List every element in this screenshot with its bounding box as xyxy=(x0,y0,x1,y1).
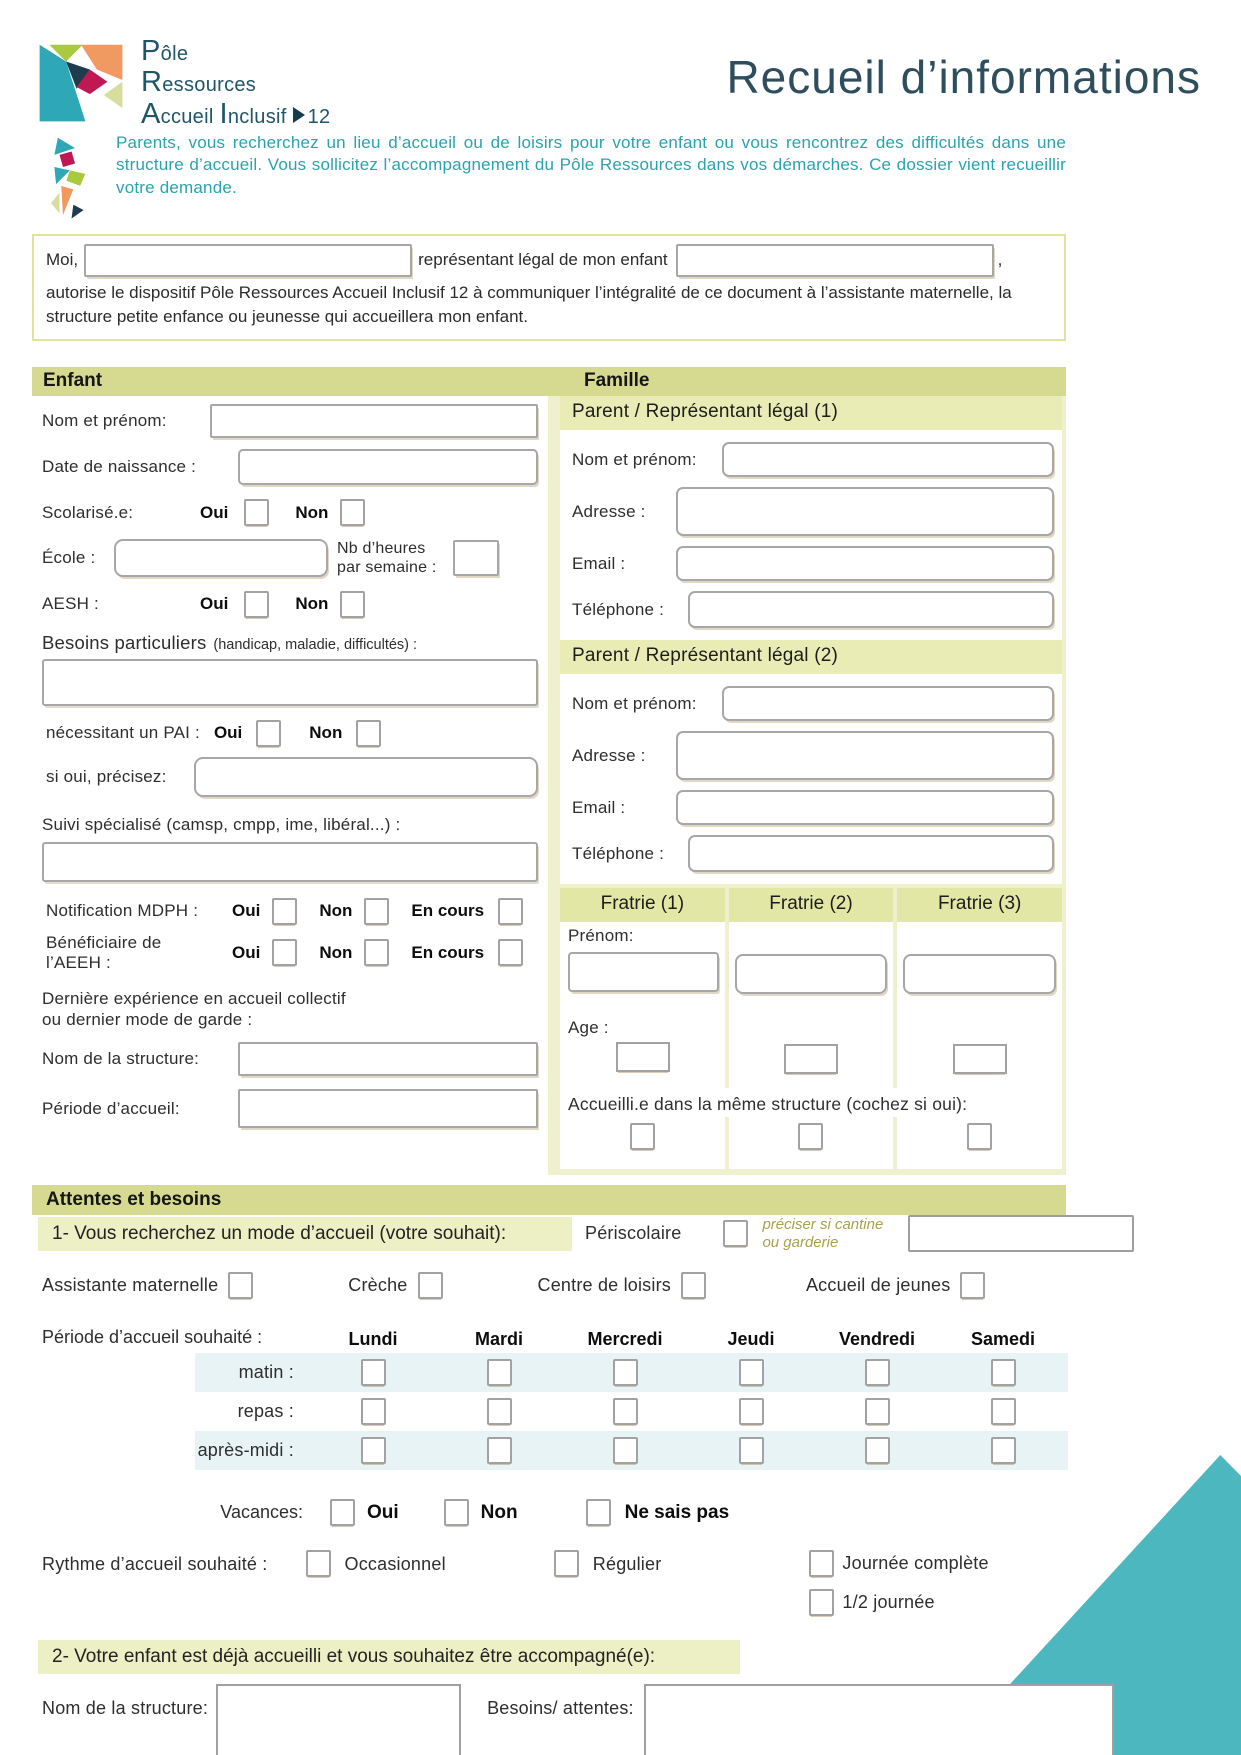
si-oui-label: si oui, précisez: xyxy=(46,766,167,786)
apresmidi-lundi-checkbox[interactable] xyxy=(361,1437,386,1464)
scolarise-non-checkbox[interactable] xyxy=(340,499,365,526)
brand-line2: essources xyxy=(162,74,257,97)
q1-band: 1- Vous recherchez un mode d’accueil (votre souhait): xyxy=(38,1217,572,1251)
matin-row xyxy=(195,1353,1068,1392)
enfant-periode-label: Période d’accueil: xyxy=(42,1098,180,1118)
scolarise-oui-label: Oui xyxy=(200,502,229,522)
parent2-nom-label: Nom et prénom: xyxy=(572,693,697,713)
repas-samedi-checkbox[interactable] xyxy=(991,1398,1016,1425)
suivi-label: Suivi spécialisé (camsp, cmpp, ime, libéral...) : xyxy=(42,814,401,834)
bottom-besoins-textarea[interactable] xyxy=(644,1684,1114,1755)
consent-box xyxy=(32,234,1066,341)
apres-midi-row xyxy=(195,1431,1068,1470)
apresmidi-mercredi-checkbox[interactable] xyxy=(613,1437,638,1464)
bottom-structure-textarea[interactable] xyxy=(216,1684,461,1755)
parent1-nom-input[interactable] xyxy=(722,442,1054,477)
parent2-adresse-label: Adresse : xyxy=(572,745,646,765)
fratrie-grid xyxy=(560,922,1062,1169)
matin-samedi-checkbox[interactable] xyxy=(991,1359,1016,1386)
fratrie1-age-input[interactable] xyxy=(616,1042,670,1072)
brand-line3b: nclusif xyxy=(227,105,287,128)
enfant-naissance-input[interactable] xyxy=(238,449,538,485)
day-mardi: Mardi xyxy=(474,1328,523,1349)
periscolaire-note: préciser si cantine ou garderie xyxy=(762,1216,884,1251)
enfant-nom-input[interactable] xyxy=(210,404,538,438)
fratrie1-header: Fratrie (1) xyxy=(560,888,725,922)
fratrie2-prenom-input[interactable] xyxy=(735,954,888,994)
repas-row xyxy=(195,1392,1068,1431)
brand-line3-initial2: I xyxy=(219,97,228,130)
matin-mardi-checkbox[interactable] xyxy=(487,1359,512,1386)
parent1-section xyxy=(560,430,1062,640)
aesh-label: AESH : xyxy=(42,594,99,614)
mode-creche-label: Crèche xyxy=(348,1275,408,1296)
mode-creche-checkbox[interactable] xyxy=(418,1272,443,1299)
enfant-structure-label: Nom de la structure: xyxy=(42,1049,200,1069)
vacances-row xyxy=(195,1499,1241,1526)
famille-column xyxy=(548,396,1066,1175)
bottom-besoins-label: Besoins/ attentes: xyxy=(487,1698,634,1719)
q2-band: 2- Votre enfant est déjà accueilli et vous souhaitez être accompagné(e): xyxy=(38,1640,740,1674)
parent-name-input[interactable] xyxy=(84,244,412,277)
fratrie2-age-cell xyxy=(729,1010,894,1088)
aeeh-oui-label: Oui xyxy=(232,942,261,962)
vacances-nesaispas-label: Ne sais pas xyxy=(624,1501,730,1523)
day-header-row xyxy=(195,1325,1068,1353)
fratrie3-age-input[interactable] xyxy=(953,1044,1007,1074)
apres-midi-label: après-midi : xyxy=(197,1440,294,1461)
parent2-adresse-input[interactable] xyxy=(676,731,1054,780)
vacances-non-checkbox[interactable] xyxy=(444,1499,469,1526)
day-jeudi: Jeudi xyxy=(727,1328,775,1349)
fratrie2-age-input[interactable] xyxy=(784,1044,838,1074)
mode-loisirs-checkbox[interactable] xyxy=(681,1272,706,1299)
aeeh-oui-checkbox[interactable] xyxy=(272,939,297,966)
fratrie3-age-cell xyxy=(897,1010,1062,1088)
rythme-journee-label: Journée complète xyxy=(842,1553,989,1574)
enfant-structure-input[interactable] xyxy=(238,1042,538,1076)
mode-assistante-checkbox[interactable] xyxy=(228,1272,253,1299)
mdph-non-label: Non xyxy=(319,901,353,921)
pole-ressources-logo-icon xyxy=(37,36,125,124)
repas-vendredi-checkbox[interactable] xyxy=(865,1398,890,1425)
bottom-row xyxy=(42,1684,1241,1755)
scolarise-label: Scolarisé.e: xyxy=(42,502,134,522)
day-vendredi: Vendredi xyxy=(838,1328,916,1349)
matin-lundi-checkbox[interactable] xyxy=(361,1359,386,1386)
vacances-nesaispas-checkbox[interactable] xyxy=(586,1499,611,1526)
fratrie2-header: Fratrie (2) xyxy=(729,888,894,922)
brand-number: 12 xyxy=(307,105,331,128)
besoins-note: (handicap, maladie, difficultés) : xyxy=(213,636,418,653)
parent2-nom-input[interactable] xyxy=(722,686,1054,721)
day-mercredi: Mercredi xyxy=(587,1328,663,1349)
suivi-textarea[interactable] xyxy=(42,842,538,882)
apresmidi-jeudi-checkbox[interactable] xyxy=(739,1437,764,1464)
mode-loisirs-label: Centre de loisirs xyxy=(537,1275,671,1296)
repas-lundi-checkbox[interactable] xyxy=(361,1398,386,1425)
enfant-naissance-label: Date de naissance : xyxy=(42,457,197,477)
brand-wordmark xyxy=(141,36,330,130)
vacances-oui-label: Oui xyxy=(367,1501,399,1523)
fratrie1-meme-cell xyxy=(560,1117,725,1169)
famille-header: Famille xyxy=(584,370,650,392)
scolarise-oui-checkbox[interactable] xyxy=(244,499,269,526)
repas-jeudi-checkbox[interactable] xyxy=(739,1398,764,1425)
pai-non-checkbox[interactable] xyxy=(356,720,381,747)
fratrie1-prenom-cell xyxy=(560,922,725,1010)
brand-line3-initial: A xyxy=(141,97,161,130)
parent1-tel-label: Téléphone : xyxy=(572,599,664,619)
day-samedi: Samedi xyxy=(970,1328,1036,1349)
parent2-section xyxy=(560,674,1062,884)
fratrie-prenom-label: Prénom: xyxy=(568,926,634,946)
matin-label: matin : xyxy=(238,1362,294,1383)
matin-mercredi-checkbox[interactable] xyxy=(613,1359,638,1386)
aesh-oui-label: Oui xyxy=(200,594,229,614)
enfant-header: Enfant xyxy=(43,370,103,392)
aeeh-encours-checkbox[interactable] xyxy=(498,939,523,966)
consent-comma: , xyxy=(997,250,1003,270)
pai-label: nécessitant un PAI : xyxy=(46,723,200,743)
rythme-label: Rythme d’accueil souhaité : xyxy=(42,1554,268,1575)
apresmidi-samedi-checkbox[interactable] xyxy=(991,1437,1016,1464)
fratrie3-header: Fratrie (3) xyxy=(897,888,1062,922)
mdph-label: Notification MDPH : xyxy=(46,901,199,921)
header xyxy=(37,36,1201,130)
aesh-non-label: Non xyxy=(295,594,329,614)
parent2-email-input[interactable] xyxy=(676,790,1054,825)
mdph-encours-label: En cours xyxy=(411,901,485,921)
vacances-non-label: Non xyxy=(480,1501,518,1523)
rythme-row xyxy=(42,1550,1241,1616)
fratrie3-meme-checkbox[interactable] xyxy=(967,1123,992,1150)
mode-assistante-label: Assistante maternelle xyxy=(42,1275,219,1296)
parent1-tel-input[interactable] xyxy=(688,591,1054,628)
parent1-header: Parent / Représentant légal (1) xyxy=(560,396,1062,430)
parent2-tel-label: Téléphone : xyxy=(572,843,664,863)
aeeh-non-checkbox[interactable] xyxy=(364,939,389,966)
brand-line1-initial: P xyxy=(141,35,161,67)
apresmidi-mardi-checkbox[interactable] xyxy=(487,1437,512,1464)
brand-line3: ccueil xyxy=(160,105,214,128)
mdph-oui-checkbox[interactable] xyxy=(272,898,297,925)
rythme-demi-journee-label: 1/2 journée xyxy=(842,1592,935,1613)
pai-oui-checkbox[interactable] xyxy=(256,720,281,747)
fratrie3-prenom-input[interactable] xyxy=(903,954,1056,994)
rythme-regulier-label: Régulier xyxy=(592,1554,662,1575)
rythme-journee-checkbox[interactable] xyxy=(809,1550,834,1577)
rythme-occasionnel-label: Occasionnel xyxy=(344,1554,446,1575)
parent1-email-label: Email : xyxy=(572,553,626,573)
periscolaire-precision-input[interactable] xyxy=(908,1215,1134,1252)
bottom-structure-label: Nom de la structure: xyxy=(42,1698,209,1719)
matin-vendredi-checkbox[interactable] xyxy=(865,1359,890,1386)
intro xyxy=(46,132,1201,222)
rythme-occasionnel-checkbox[interactable] xyxy=(306,1550,331,1577)
mdph-oui-label: Oui xyxy=(232,901,261,921)
derniere-experience-label: Dernière expérience en accueil collectif ou dernier mode de garde : xyxy=(42,989,346,1029)
aesh-non-checkbox[interactable] xyxy=(340,591,365,618)
periode-souhaite-table xyxy=(0,1325,1241,1473)
matin-jeudi-checkbox[interactable] xyxy=(739,1359,764,1386)
nb-heures-label: Nb d’heures par semaine : xyxy=(337,540,437,577)
parent1-email-input[interactable] xyxy=(676,546,1054,581)
besoins-label: Besoins particuliers xyxy=(42,631,207,653)
consent-middle-label: représentant légal de mon enfant xyxy=(418,250,668,270)
intro-text: Parents, vous recherchez un lieu d’accueil ou de loisirs pour votre enfant ou vous rencontrez des difficultés dans une structure d’accueil. Vous sollicitez l’accompagnement du Pôle Ressources dans vos démarches. Ce dossier vient recueillir votre demande. xyxy=(116,132,1066,197)
fratrie2-meme-cell xyxy=(729,1117,894,1169)
meme-structure-label: Accueilli.e dans la même structure (cochez si oui): xyxy=(560,1088,1062,1117)
modes-row xyxy=(42,1272,1241,1299)
section-band xyxy=(32,367,1066,396)
parent2-email-label: Email : xyxy=(572,797,626,817)
ecole-input[interactable] xyxy=(114,539,328,577)
repas-label: repas : xyxy=(237,1401,294,1422)
day-lundi: Lundi xyxy=(348,1328,398,1349)
enfant-column xyxy=(32,396,538,1175)
attentes-header: Attentes et besoins xyxy=(32,1185,1066,1215)
enfant-nom-label: Nom et prénom: xyxy=(42,411,167,431)
enfant-periode-input[interactable] xyxy=(238,1089,538,1128)
fratrie3-meme-cell xyxy=(897,1117,1062,1169)
nb-heures-input[interactable] xyxy=(453,540,499,576)
aeeh-encours-label: En cours xyxy=(411,942,485,962)
vacances-label: Vacances: xyxy=(220,1502,303,1523)
aesh-oui-checkbox[interactable] xyxy=(244,591,269,618)
periode-souhaite-label: Période d’accueil souhaité : xyxy=(42,1327,263,1348)
aeeh-label: Bénéficiaire de l’AEEH : xyxy=(46,932,162,972)
fratrie3-prenom-cell xyxy=(897,922,1062,1010)
rythme-demi-journee-checkbox[interactable] xyxy=(809,1589,834,1616)
fratrie1-prenom-input[interactable] xyxy=(568,952,719,992)
parent1-adresse-label: Adresse : xyxy=(572,501,646,521)
mdph-encours-checkbox[interactable] xyxy=(498,898,523,925)
repas-mardi-checkbox[interactable] xyxy=(487,1398,512,1425)
apresmidi-vendredi-checkbox[interactable] xyxy=(865,1437,890,1464)
fratrie2-meme-checkbox[interactable] xyxy=(798,1123,823,1150)
parent1-nom-label: Nom et prénom: xyxy=(572,449,697,469)
child-name-input[interactable] xyxy=(676,244,994,277)
rythme-regulier-checkbox[interactable] xyxy=(554,1550,579,1577)
periscolaire-label: Périscolaire xyxy=(585,1223,682,1244)
brand-line1: ôle xyxy=(160,43,189,65)
mode-jeunes-checkbox[interactable] xyxy=(960,1272,985,1299)
tangram-figure-icon xyxy=(46,136,92,222)
column-gap xyxy=(538,396,548,1175)
brand-line2-initial: R xyxy=(141,66,163,99)
parent2-header: Parent / Représentant légal (2) xyxy=(560,640,1062,674)
pai-precision-input[interactable] xyxy=(194,757,538,797)
mdph-non-checkbox[interactable] xyxy=(364,898,389,925)
parent1-adresse-input[interactable] xyxy=(676,487,1054,536)
arrow-icon xyxy=(293,107,305,123)
scolarise-non-label: Non xyxy=(295,502,329,522)
fratrie-age-label: Age : xyxy=(568,1018,609,1038)
aeeh-non-label: Non xyxy=(319,942,353,962)
ecole-label: École : xyxy=(42,548,96,568)
vacances-oui-checkbox[interactable] xyxy=(330,1499,355,1526)
besoins-textarea[interactable] xyxy=(42,659,538,706)
consent-before-label: Moi, xyxy=(46,250,79,270)
page-title: Recueil d’informations xyxy=(726,51,1201,103)
repas-mercredi-checkbox[interactable] xyxy=(613,1398,638,1425)
mode-jeunes-label: Accueil de jeunes xyxy=(805,1275,951,1296)
fratrie-headers xyxy=(560,888,1062,922)
parent2-tel-input[interactable] xyxy=(688,835,1054,872)
consent-text: autorise le dispositif Pôle Ressources Accueil Inclusif 12 à communiquer l’intégralité de ce document à l’assistante maternelle, la structure petite enfance ou jeunesse qui accueillera mon enfant. xyxy=(46,282,1012,327)
fratrie1-meme-checkbox[interactable] xyxy=(630,1123,655,1150)
fratrie2-prenom-cell xyxy=(729,922,894,1010)
periscolaire-checkbox[interactable] xyxy=(723,1220,748,1247)
fratrie1-age-cell xyxy=(560,1010,725,1088)
pai-oui-label: Oui xyxy=(213,723,243,743)
pai-non-label: Non xyxy=(309,723,343,743)
